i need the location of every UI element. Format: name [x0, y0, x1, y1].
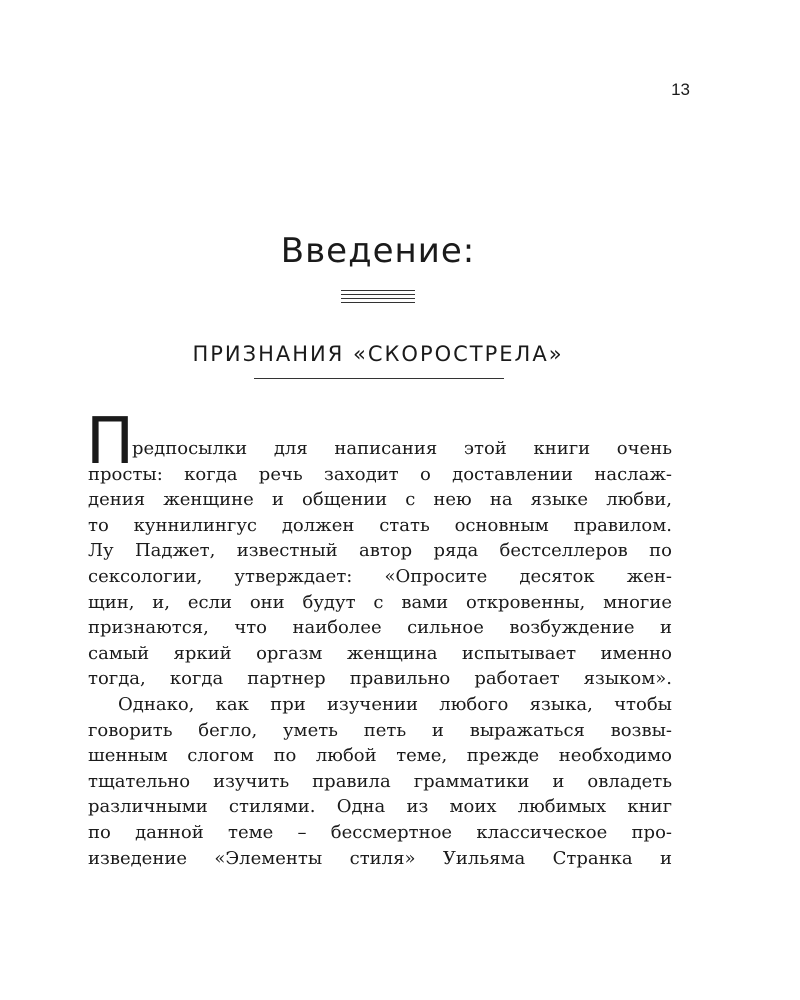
text-line: Лу Паджет, известный автор ряда бестселлеров по — [88, 540, 672, 562]
body-text — [88, 436, 672, 871]
chapter-subtitle: ПРИЗНАНИЯ «СКОРОСТРЕЛА» — [192, 342, 564, 366]
ornament-rule-3 — [341, 298, 415, 299]
text-line: различными стилями. Одна из моих любимых книг — [88, 796, 672, 818]
ornament-rule-4 — [341, 302, 415, 303]
chapter-title: Введение: — [280, 231, 476, 271]
text-line: дения женщине и общении с нею на языке любви, — [88, 489, 672, 511]
text-line: изведение «Элементы стиля» Уильяма Странка и — [88, 847, 672, 869]
text-line: щин, и, если они будут с вами откровенны, многие — [88, 591, 672, 613]
text-line: признаются, что наиболее сильное возбуждение и — [88, 617, 672, 639]
text-line: тщательно изучить правила грамматики и овладеть — [88, 770, 672, 792]
paragraph-2 — [88, 692, 672, 871]
text-line: шенным слогом по любой теме, прежде необходимо — [88, 745, 672, 767]
text-line: говорить бегло, уметь петь и выражаться возвы- — [88, 719, 672, 741]
ornament-rule-2 — [341, 294, 415, 295]
text-line: то куннилингус должен стать основным правилом. — [88, 514, 672, 536]
paragraph-1 — [88, 436, 672, 692]
text-line: по данной теме – бессмертное классическое про- — [88, 821, 672, 843]
text-line: Однако, как при изучении любого языка, чтобы — [118, 693, 672, 715]
text-line: просты: когда речь заходит о доставлении наслаж- — [88, 463, 672, 485]
title-ornament — [341, 290, 415, 303]
text-line: самый яркий оргазм женщина испытывает именно — [88, 642, 672, 664]
drop-cap: П — [86, 405, 135, 479]
text-line: редпосылки для написания этой книги очень — [132, 438, 672, 459]
ornament-rule-1 — [341, 290, 415, 291]
text-line: сексологии, утверждает: «Опросите десяток жен- — [88, 565, 672, 587]
subtitle-underline — [254, 378, 504, 379]
text-line: тогда, когда партнер правильно работает языком». — [88, 668, 672, 690]
page-number: 13 — [671, 80, 690, 99]
